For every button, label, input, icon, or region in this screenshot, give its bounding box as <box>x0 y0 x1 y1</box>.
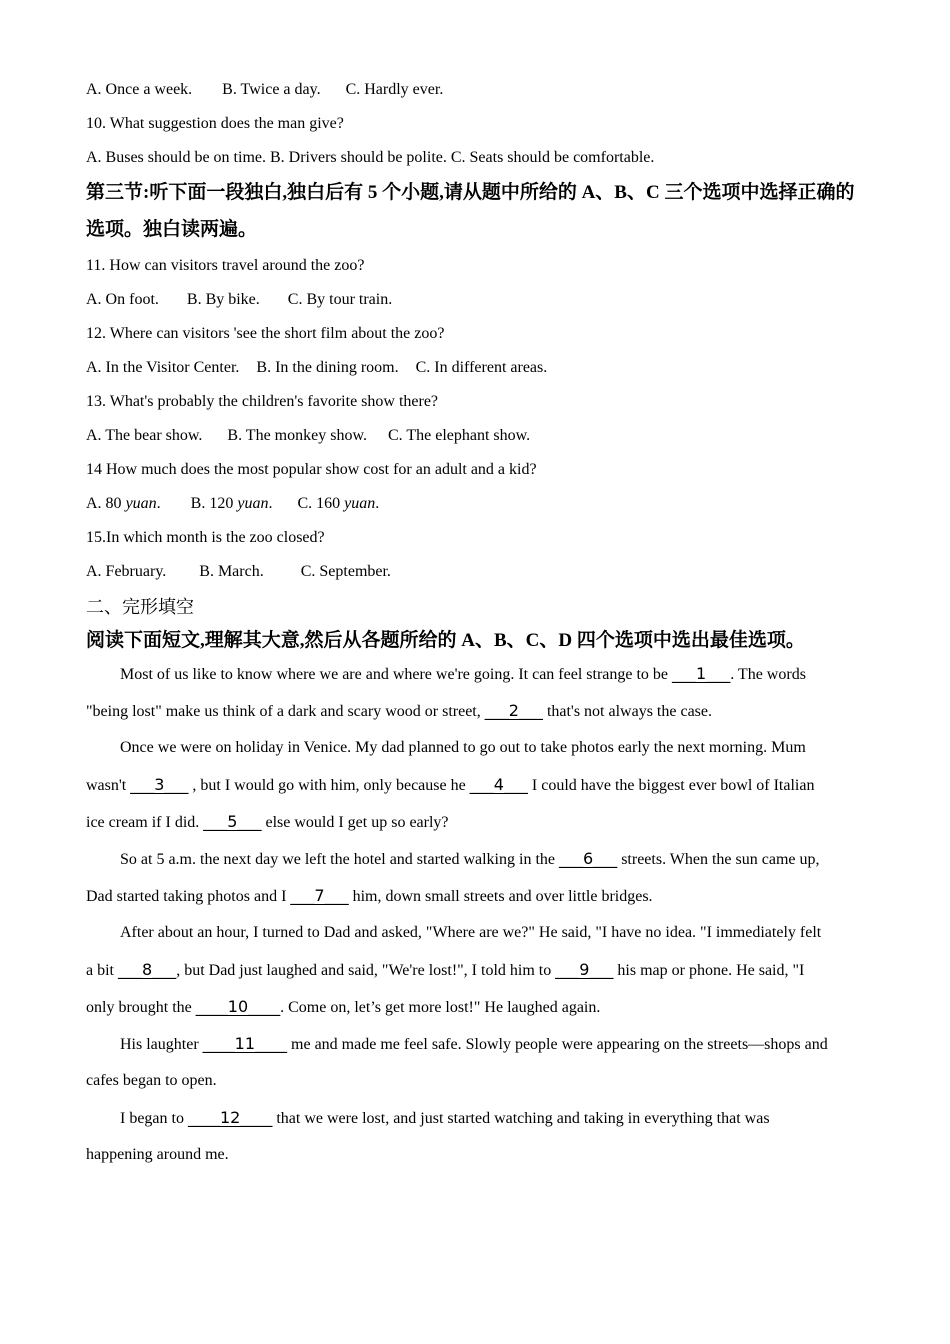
q13-option-c: C. The elephant show. <box>387 427 531 444</box>
passage-line: a bit ___8___, but Dad just laughed and said, "We're lost!", I told him to ___9___ his map or phone. He said, "I <box>86 960 805 979</box>
q12-option-c: C. In different areas. <box>415 359 548 376</box>
section3-heading: 第三节:听下面一段独白,独白后有 5 个小题,请从题中所给的 A、B、C 三个选项中选择正确的 <box>86 182 855 203</box>
q14-options <box>86 492 866 526</box>
blank-6: ___6___ <box>559 849 618 868</box>
q12-options <box>86 356 866 390</box>
q15-option-c: C. September. <box>300 563 391 580</box>
q11-option-b: B. By bike. <box>186 291 260 308</box>
blank-11: ____11____ <box>202 1034 288 1053</box>
cloze-instruction: 阅读下面短文,理解其大意,然后从各题所给的 A、B、C、D 四个选项中选出最佳选项。 <box>86 630 805 651</box>
q11-options <box>86 288 866 322</box>
blank-8: ___8___ <box>118 960 177 979</box>
q13-question: 13. What's probably the children's favorite show there? <box>86 393 439 410</box>
q13-option-b: B. The monkey show. <box>227 427 367 444</box>
cloze-section-title: 二、完形填空 <box>86 597 194 617</box>
blank-10: ____10____ <box>195 997 281 1016</box>
q15-option-a: A. February. <box>86 563 167 580</box>
blank-3: ___3___ <box>130 775 189 794</box>
passage-line: Once we were on holiday in Venice. My dad planned to go out to take photos early the next morning. Mum <box>120 739 806 756</box>
q14-question: 14 How much does the most popular show cost for an adult and a kid? <box>86 461 537 478</box>
q12-option-a: A. In the Visitor Center. <box>86 359 240 376</box>
q15-option-b: B. March. <box>199 563 264 580</box>
blank-2: ___2___ <box>484 701 543 720</box>
q12-question: 12. Where can visitors 'see the short film about the zoo? <box>86 325 445 342</box>
passage-line: wasn't ___3___ , but I would go with him, only because he ___4___ I could have the biggest ever bowl of Italian <box>86 775 815 794</box>
q14-option-a: A. 80 yuan. <box>86 495 161 512</box>
blank-12: ____12____ <box>187 1108 273 1127</box>
q15-options <box>86 560 866 594</box>
passage-line: happening around me. <box>86 1146 229 1163</box>
passage-line: Dad started taking photos and I ___7___ him, down small streets and over little bridges. <box>86 886 653 905</box>
q9-option-a: A. Once a week. <box>86 81 193 98</box>
q14-option-c: C. 160 yuan. <box>297 495 380 512</box>
q10-question: 10. What suggestion does the man give? <box>86 115 344 132</box>
q14-option-b: B. 120 yuan. <box>190 495 273 512</box>
q13-option-a: A. The bear show. <box>86 427 203 444</box>
q11-option-a: A. On foot. <box>86 291 159 308</box>
q9-options <box>86 78 866 112</box>
q15-question: 15.In which month is the zoo closed? <box>86 529 325 546</box>
passage-line: His laughter ____11____ me and made me feel safe. Slowly people were appearing on the streets—shops and <box>120 1034 828 1053</box>
passage-line: only brought the ____10____. Come on, let’s get more lost!" He laughed again. <box>86 997 601 1016</box>
passage-line: I began to ____12____ that we were lost, and just started watching and taking in everything that was <box>120 1108 770 1127</box>
q11-option-c: C. By tour train. <box>287 291 393 308</box>
blank-4: ___4___ <box>469 775 528 794</box>
blank-1: ___1___ <box>672 664 731 683</box>
q12-option-b: B. In the dining room. <box>256 359 399 376</box>
passage-line: Most of us like to know where we are and where we're going. It can feel strange to be ___1___. The words <box>120 664 806 683</box>
passage-line: So at 5 a.m. the next day we left the hotel and started walking in the ___6___ streets. When the sun came up, <box>120 849 820 868</box>
q9-option-c: C. Hardly ever. <box>345 81 444 98</box>
passage-line: "being lost" make us think of a dark and scary wood or street, ___2___ that's not always the case. <box>86 701 712 720</box>
blank-5: ___5___ <box>203 812 262 831</box>
section3-heading-cont: 选项。独白读两遍。 <box>86 219 258 240</box>
passage-line: ice cream if I did. ___5___ else would I get up so early? <box>86 812 449 831</box>
passage-line: After about an hour, I turned to Dad and asked, "Where are we?" He said, "I have no idea. "I immediately felt <box>120 924 822 941</box>
q13-options <box>86 424 866 458</box>
q9-option-b: B. Twice a day. <box>222 81 321 98</box>
passage-line: cafes began to open. <box>86 1072 217 1089</box>
q11-question: 11. How can visitors travel around the zoo? <box>86 257 365 274</box>
blank-9: ___9___ <box>555 960 614 979</box>
document-page <box>86 78 866 1180</box>
blank-7: ___7___ <box>290 886 349 905</box>
q10-options: A. Buses should be on time. B. Drivers should be polite. C. Seats should be comfortable. <box>86 149 655 166</box>
